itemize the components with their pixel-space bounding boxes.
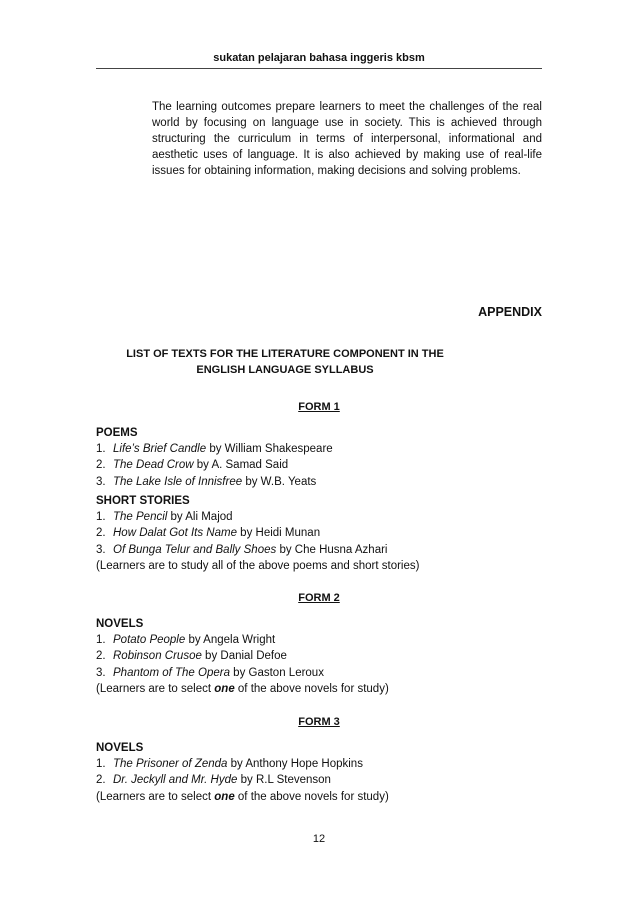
note-text: of the above novels for study) bbox=[234, 790, 389, 803]
novels-heading: NOVELS bbox=[96, 618, 144, 630]
list-item bbox=[96, 457, 556, 473]
item-author: by Che Husna Azhari bbox=[276, 543, 388, 556]
page-number: 12 bbox=[312, 833, 326, 845]
list-item bbox=[96, 648, 556, 664]
list-title-line: LIST OF TEXTS FOR THE LITERATURE COMPONENT IN THE bbox=[126, 348, 444, 360]
item-author: by W.B. Yeats bbox=[242, 475, 317, 488]
item-author: by R.L Stevenson bbox=[237, 774, 331, 787]
item-number: 3. bbox=[96, 543, 106, 556]
item-number: 3. bbox=[96, 666, 106, 679]
form1-heading: FORM 1 bbox=[298, 401, 340, 413]
page-header: sukatan pelajaran bahasa inggeris kbsm bbox=[213, 52, 425, 64]
item-title: Dr. Jeckyll and Mr. Hyde bbox=[113, 774, 238, 787]
header-divider bbox=[96, 68, 542, 69]
novels-heading: NOVELS bbox=[96, 742, 144, 754]
item-author: by Ali Majod bbox=[167, 511, 233, 524]
item-number: 2. bbox=[96, 774, 106, 787]
list-item bbox=[96, 756, 556, 772]
list-item bbox=[96, 474, 556, 490]
form1-short-stories bbox=[96, 493, 556, 574]
item-number: 1. bbox=[96, 443, 106, 456]
study-note bbox=[96, 681, 556, 697]
note-text: of the above novels for study) bbox=[234, 682, 389, 695]
item-author: by Gaston Leroux bbox=[229, 666, 324, 679]
intro-paragraph: The learning outcomes prepare learners to meet the challenges of the real world by focusing on language use in society. This is achieved through structuring the curriculum in terms of interpersonal, informational and aesthetic uses of language. It is also achieved by making use of real-life issues for obtaining information, making decisions and solving problems. bbox=[152, 101, 542, 177]
item-author: by Angela Wright bbox=[185, 634, 276, 647]
form3-novels bbox=[96, 740, 556, 805]
list-item bbox=[96, 525, 556, 541]
list-title bbox=[96, 346, 542, 378]
item-title: The Prisoner of Zenda bbox=[113, 758, 228, 771]
item-number: 1. bbox=[96, 634, 106, 647]
item-title: Potato People bbox=[113, 634, 186, 647]
item-number: 2. bbox=[96, 459, 106, 472]
list-item bbox=[96, 509, 556, 525]
item-title: Of Bunga Telur and Bally Shoes bbox=[113, 543, 277, 556]
item-author: by Heidi Munan bbox=[236, 527, 321, 540]
item-title: Life’s Brief Candle bbox=[113, 443, 207, 456]
item-author: by Danial Defoe bbox=[201, 650, 287, 663]
item-title: The Pencil bbox=[113, 511, 168, 524]
item-title: How Dalat Got Its Name bbox=[113, 527, 237, 540]
item-title: Robinson Crusoe bbox=[113, 650, 202, 663]
item-author: by Anthony Hope Hopkins bbox=[227, 758, 363, 771]
list-item bbox=[96, 632, 556, 648]
form3-heading: FORM 3 bbox=[298, 716, 340, 728]
item-author: by A. Samad Said bbox=[193, 459, 289, 472]
appendix-heading: APPENDIX bbox=[478, 305, 542, 319]
form1-poems bbox=[96, 425, 556, 490]
form2-heading: FORM 2 bbox=[298, 592, 340, 604]
note-text: (Learners are to select bbox=[96, 682, 215, 695]
item-title: The Dead Crow bbox=[113, 459, 194, 472]
note-text: (Learners are to select bbox=[96, 790, 215, 803]
item-number: 3. bbox=[96, 475, 106, 488]
item-title: The Lake Isle of Innisfree bbox=[113, 475, 243, 488]
note-emphasis: one bbox=[214, 790, 235, 803]
item-number: 1. bbox=[96, 511, 106, 524]
item-number: 2. bbox=[96, 527, 106, 540]
note-emphasis: one bbox=[214, 682, 235, 695]
list-item bbox=[96, 665, 556, 681]
poems-heading: POEMS bbox=[96, 427, 138, 439]
form2-novels bbox=[96, 616, 556, 697]
study-note bbox=[96, 789, 556, 805]
list-title-line: ENGLISH LANGUAGE SYLLABUS bbox=[196, 364, 374, 376]
list-item bbox=[96, 441, 556, 457]
short-stories-heading: SHORT STORIES bbox=[96, 495, 190, 507]
item-number: 1. bbox=[96, 758, 106, 771]
list-item bbox=[96, 772, 556, 788]
item-title: Phantom of The Opera bbox=[113, 666, 230, 679]
item-author: by William Shakespeare bbox=[206, 443, 333, 456]
study-note: (Learners are to study all of the above poems and short stories) bbox=[96, 559, 420, 572]
list-item bbox=[96, 542, 556, 558]
item-number: 2. bbox=[96, 650, 106, 663]
